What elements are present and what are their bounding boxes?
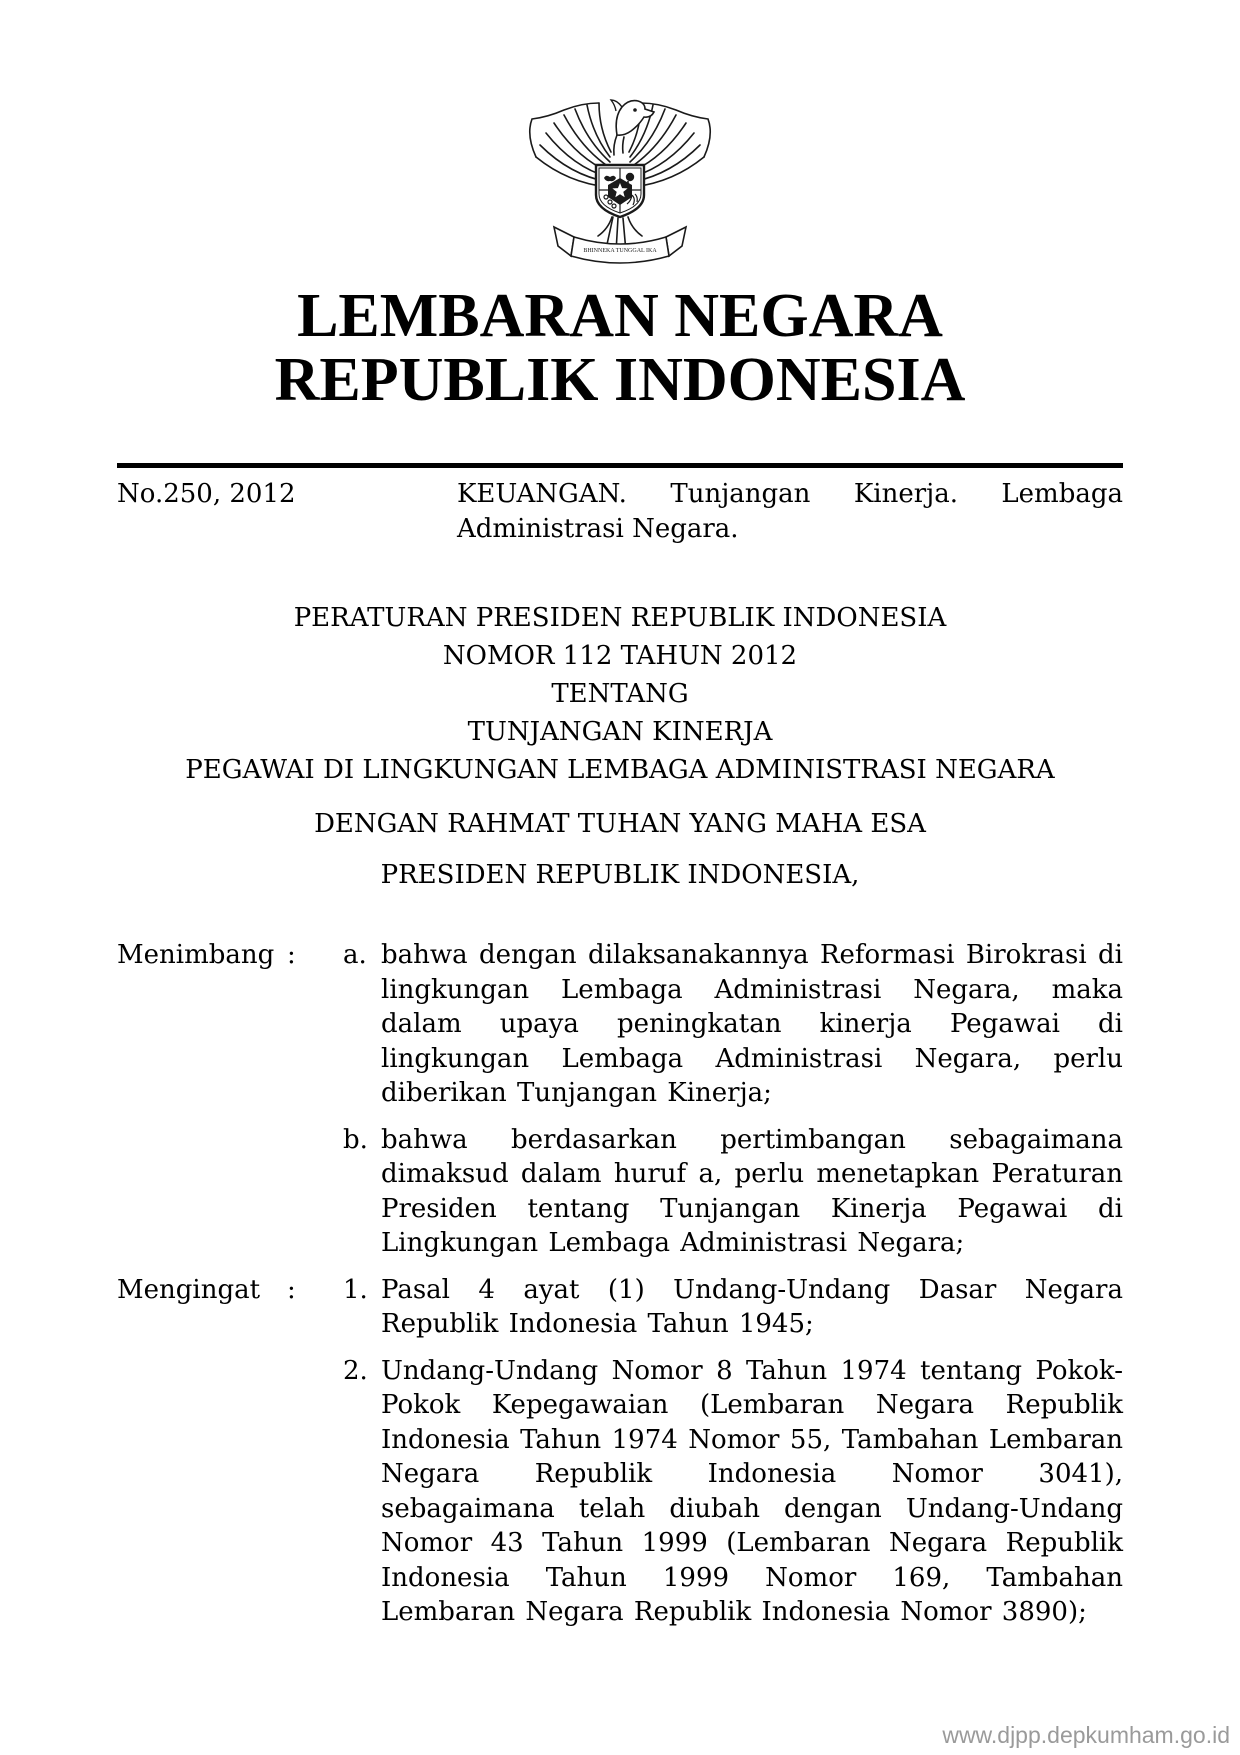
invocation-line-2: PRESIDEN REPUBLIK INDONESIA, (380, 860, 860, 890)
item-marker: 2. (343, 1355, 368, 1386)
preamble-clauses (117, 938, 1123, 1630)
regulation-title (0, 599, 1240, 789)
list-item (343, 1123, 1123, 1261)
item-marker: 1. (343, 1274, 368, 1305)
item-marker: a. (343, 940, 367, 970)
masthead (0, 284, 1240, 412)
clause-label: Mengingat (117, 1274, 261, 1305)
invocation-line-1: DENGAN RAHMAT TUHAN YANG MAHA ESA (314, 809, 926, 839)
clause-colon: : (287, 1274, 296, 1305)
list-item (343, 1273, 1123, 1342)
banyan-tree-symbol (626, 173, 634, 181)
regulation-title-line-3: TENTANG (551, 679, 689, 709)
regulation-title-line-5: PEGAWAI DI LINGKUNGAN LEMBAGA ADMINISTRASI NEGARA (185, 755, 1055, 785)
item-text: Pasal 4 ayat (1) Undang-Undang Dasar Negara Republik Indonesia Tahun 1945; (381, 1274, 1123, 1339)
item-text: bahwa dengan dilaksanakannya Reformasi Birokrasi di lingkungan Lembaga Administrasi Negara, maka dalam upaya peningkatan kinerja Pegawai di lingkungan Lembaga Administrasi Negara, perlu diberikan Tunjangan Kinerja; (381, 940, 1123, 1108)
regulation-title-line-1: PERATURAN PRESIDEN REPUBLIK INDONESIA (293, 603, 947, 633)
garuda-pancasila-emblem (520, 83, 720, 275)
gazette-meta-row (117, 477, 1123, 547)
list-item (343, 1354, 1123, 1630)
masthead-line-2: REPUBLIK INDONESIA (274, 346, 966, 414)
gazette-subject: KEUANGAN. Tunjangan Kinerja. Lembaga Administrasi Negara. (457, 479, 1123, 544)
garuda-emblem-drawing (520, 83, 720, 275)
item-text: Undang-Undang Nomor 8 Tahun 1974 tentang Pokok-Pokok Kepegawaian (Lembaran Negara Republik Indonesia Tahun 1974 Nomor 55, Tambahan Lembaran Negara Republik Indonesia Nomor 3041), sebagaimana telah diubah dengan Undang-Undang Nomor 43 Tahun 1999 (Lembaran Negara Republik Indonesia Tahun 1999 Nomor 169, Tambahan Lembaran Negara Republik Indonesia Nomor 3890); (381, 1355, 1123, 1627)
gazette-number: No.250, 2012 (117, 479, 296, 509)
clause-menimbang (117, 938, 1123, 1261)
motto-text: BHINNEKA TUNGGAL IKA (583, 248, 657, 254)
regulation-title-line-4: TUNJANGAN KINERJA (467, 717, 773, 747)
clause-mengingat (117, 1273, 1123, 1630)
clause-colon: : (287, 940, 296, 970)
footer-website-url: www.djpp.depkumham.go.id (942, 1722, 1230, 1748)
masthead-line-1: LEMBARAN NEGARA (297, 282, 943, 350)
list-item (343, 938, 1123, 1111)
motto-ribbon (554, 227, 686, 263)
item-marker: b. (343, 1124, 368, 1155)
invocation (0, 806, 1240, 893)
pancasila-shield (596, 165, 644, 217)
regulation-title-line-2: NOMOR 112 TAHUN 2012 (442, 641, 798, 671)
masthead-divider-rule (117, 463, 1123, 468)
item-text: bahwa berdasarkan pertimbangan sebagaimana dimaksud dalam huruf a, perlu menetapkan Peraturan Presiden tentang Tunjangan Kinerja Pegawai di Lingkungan Lembaga Administrasi Negara; (381, 1124, 1123, 1258)
clause-label: Menimbang (117, 940, 275, 970)
